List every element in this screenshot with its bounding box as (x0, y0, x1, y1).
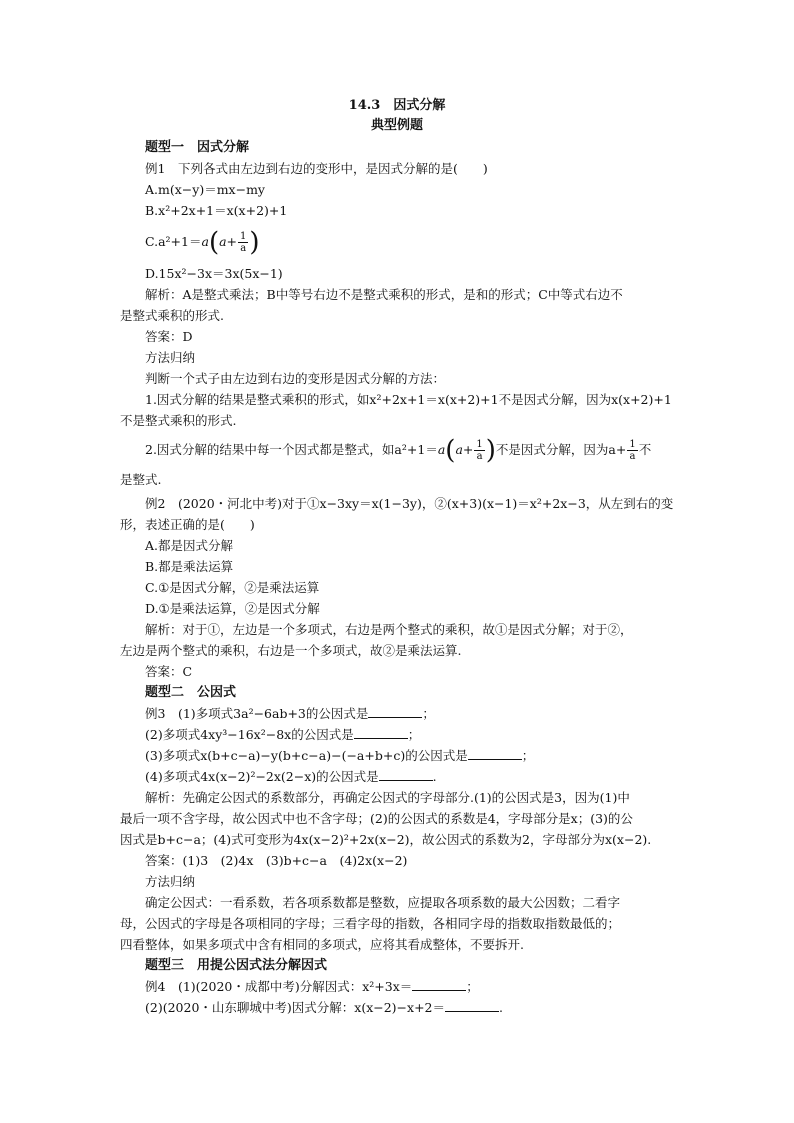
fraction-numerator: 1 (476, 439, 483, 450)
method-line4-a: a (437, 442, 446, 457)
type3-heading: 题型三 用提公因式法分解因式 (145, 958, 328, 973)
type2-heading: 题型二 公因式 (145, 685, 237, 700)
method-line2: 1.因式分解的结果是整式乘积的形式，如x²+2x+1＝x(x+2)+1不是因式分解，因为x(x+2)+1 (145, 392, 672, 407)
option-c-a: a (201, 234, 209, 249)
type1-heading: 题型一 因式分解 (145, 140, 250, 155)
fraction-numerator: 1 (240, 231, 247, 242)
example1-option-a: A.m(x−y)＝mx−my (145, 182, 265, 197)
method-line4-inner: a+ (455, 442, 474, 457)
fraction-denominator: a (629, 451, 636, 462)
example2-analysis-line1: 解析：对于①，左边是一个多项式，右边是两个整式的乘积，故①是因式分解；对于②， (145, 622, 633, 637)
method-line3: 四看整体，如果多项式中含有相同的多项式，应将其看成整体，不要拆开. (120, 937, 524, 952)
separator: . (499, 1000, 503, 1015)
fraction-denominator: a (240, 243, 247, 254)
option-c-left: C.a²+1＝ (145, 234, 202, 249)
method-line4 (145, 435, 651, 465)
example1-analysis-line2: 是整式乘积的形式. (120, 308, 224, 323)
example3-q3 (145, 748, 534, 764)
answer-blank (354, 727, 408, 739)
example1-option-b: B.x²+2x+1＝x(x+2)+1 (145, 203, 288, 218)
example3-analysis-line3: 因式是b+c−a；(4)式可变形为4x(x−2)²+2x(x−2)，故公因式的系数为2，字母部分为x(x−2). (120, 832, 652, 847)
method-line3: 不是整式乘积的形式. (120, 413, 237, 428)
method-line1: 确定公因式：一看系数，若各项系数都是整数，应提取各项系数的最大公因数；二看字 (145, 895, 621, 910)
left-paren: ( (445, 435, 456, 466)
example4-q2 (145, 1000, 503, 1016)
example3-q3-text: (3)多项式x(b+c−a)−y(b+c−a)−(−a+b+c)的公因式是 (145, 748, 468, 763)
fraction (238, 231, 248, 254)
example3-q4 (145, 769, 437, 785)
separator: ； (407, 727, 421, 742)
example2-stem-line1: 例2 (2020・河北中考)对于①x−3xy＝x(1−3y)，②(x+3)(x−1)＝x²+2x−3，从左到右的变 (145, 496, 674, 511)
answer-blank (412, 979, 466, 991)
example2-analysis-line2: 左边是两个整式的乘积，右边是一个多项式，故②是乘法运算. (120, 643, 462, 658)
section-title: 14.3 因式分解 (348, 98, 446, 113)
example3-q1-text: 例3 (1)多项式3a²−6ab+3的公因式是 (145, 706, 369, 721)
right-paren: ) (485, 435, 496, 466)
option-c-inner: a+ (219, 234, 238, 249)
example4-q2-text: (2)(2020・山东聊城中考)因式分解：x(x−2)−x+2＝ (145, 1000, 446, 1015)
fraction (474, 439, 484, 462)
left-paren: ( (208, 227, 220, 258)
example3-q2-text: (2)多项式4xy³−16x²−8x的公因式是 (145, 727, 354, 742)
fraction-denominator: a (476, 451, 483, 462)
example1-analysis-line1: 解析：A是整式乘法；B中等号右边不是整式乘积的形式，是和的形式；C中等式右边不 (145, 287, 623, 302)
example3-q4-text: (4)多项式4x(x−2)²−2x(2−x)的公因式是 (145, 769, 379, 784)
separator: ； (521, 748, 535, 763)
method-line4-part-a: 2.因式分解的结果中每一个因式都是整式，如a²+1＝ (145, 442, 438, 457)
example1-stem: 例1 下列各式由左边到右边的变形中，是因式分解的是( ) (145, 161, 488, 176)
example1-option-d: D.15x²−3x＝3x(5x−1) (145, 266, 283, 281)
fraction (627, 439, 637, 462)
answer-blank (368, 706, 422, 718)
example1-option-c (145, 227, 260, 257)
answer-blank (379, 769, 433, 781)
example4-q1 (145, 979, 479, 995)
answer-blank (468, 748, 522, 760)
example2-option-b: B.都是乘法运算 (145, 559, 234, 574)
method-line5: 是整式. (120, 472, 162, 487)
example2-option-a: A.都是因式分解 (145, 538, 234, 553)
example4-q1-text: 例4 (1)(2020・成都中考)分解因式：x²+3x＝ (145, 979, 413, 994)
example2-answer: 答案：C (145, 664, 193, 679)
example3-analysis-line1: 解析：先确定公因式的系数部分，再确定公因式的字母部分.(1)的公因式是3，因为(1)中 (145, 790, 630, 805)
right-paren: ) (249, 227, 260, 258)
example3-analysis-line2: 最后一项不含字母，故公因式中也不含字母；(2)的公因式的系数是4，字母部分是x；(3)的公 (120, 811, 633, 826)
fraction-numerator: 1 (629, 439, 636, 450)
answer-blank (445, 1000, 499, 1012)
method-line4-part-b: 不是因式分解，因为a+ (495, 442, 627, 457)
example3-q2 (145, 727, 420, 743)
example2-option-c: C.①是因式分解，②是乘法运算 (145, 580, 320, 595)
example2-stem-line2: 形，表述正确的是( ) (120, 517, 255, 532)
method-summary-title: 方法归纳 (145, 350, 196, 365)
method-line4-part-c: 不 (638, 442, 652, 457)
example1-answer: 答案：D (145, 329, 193, 344)
method-line1: 判断一个式子由左边到右边的变形是因式分解的方法： (145, 371, 446, 386)
method-summary-title: 方法归纳 (145, 874, 196, 889)
example3-q1 (145, 706, 435, 722)
separator: . (432, 769, 437, 784)
example3-answer: 答案：(1)3 (2)4x (3)b+c−a (4)2x(x−2) (145, 853, 408, 868)
separator: ； (422, 706, 435, 721)
example2-option-d: D.①是乘法运算，②是因式分解 (145, 601, 320, 616)
page-subtitle: 典型例题 (370, 118, 423, 133)
separator: ； (466, 979, 479, 994)
method-line2: 母，公因式的字母是各项相同的字母；三看字母的指数，各相同字母的指数取指数最低的； (120, 916, 621, 931)
